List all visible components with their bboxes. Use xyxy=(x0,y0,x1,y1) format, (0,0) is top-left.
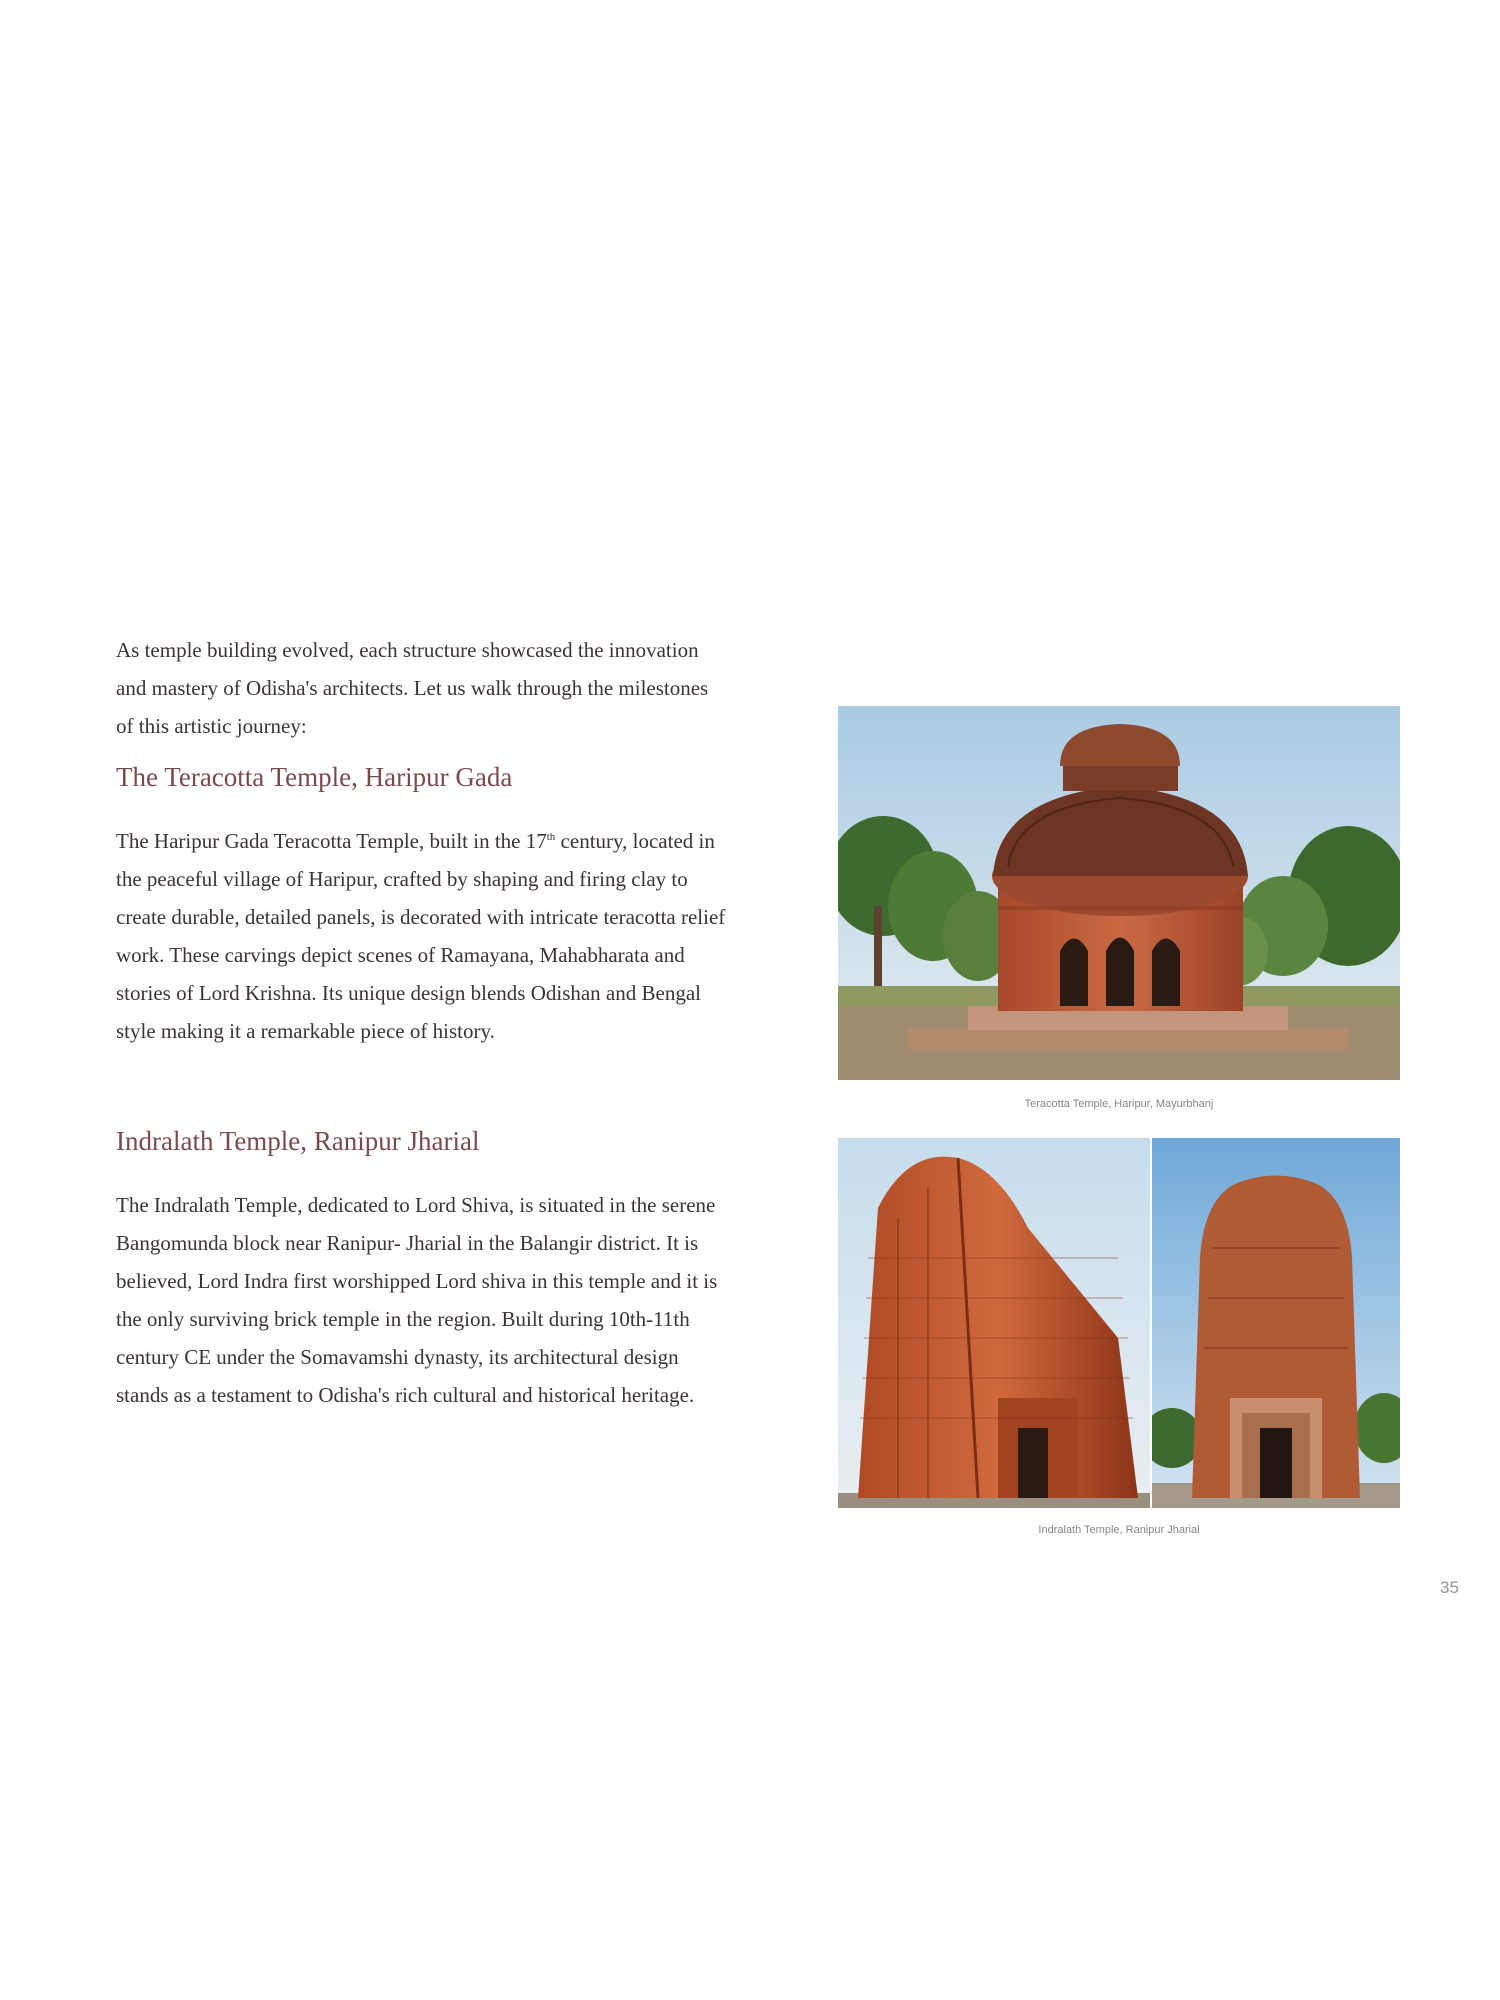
section-body-indralath: The Indralath Temple, dedicated to Lord Shiva, is situated in the serene Bangomunda block near Ranipur- Jharial in the Balangir district. It is believed, Lord Indra first worshipped Lord shiva in this temple and it is the only surviving brick temple in the region. Built during 10th-11th century CE under the Somavamshi dynasty, its architectural design stands as a testament to Odisha's rich cultural and historical heritage. xyxy=(116,1193,718,1407)
ordinal-superscript: th xyxy=(546,831,556,843)
indralath-temple-photo-left xyxy=(838,1138,1150,1508)
body-text-part: The Haripur Gada Teracotta Temple, built in the 17 xyxy=(116,829,547,853)
indralath-temple-photo-right xyxy=(1152,1138,1400,1508)
figure-caption-indralath: Indralath Temple, Ranipur Jharial xyxy=(1038,1524,1200,1536)
section-heading-teracotta: The Teracotta Temple, Haripur Gada xyxy=(116,762,513,792)
section-body-teracotta xyxy=(116,822,726,1050)
intro-paragraph: As temple building evolved, each structure showcased the innovation and mastery of Odisha's architects. Let us walk through the milestones of this artistic journey: xyxy=(116,638,709,738)
page-number: 35 xyxy=(1440,1578,1459,1597)
figure-caption-teracotta: Teracotta Temple, Haripur, Mayurbhanj xyxy=(1024,1098,1214,1110)
section-heading-indralath: Indralath Temple, Ranipur Jharial xyxy=(116,1126,480,1156)
teracotta-temple-photo xyxy=(838,706,1400,1080)
body-text-part: century, located in the peaceful village of Haripur, crafted by shaping and firing clay to create durable, detailed panels, is decorated with intricate teracotta relief work. These carvings depict scenes of Ramayana, Mahabharata and stories of Lord Krishna. Its unique design blends Odishan and Bengal style making it a remarkable piece of history. xyxy=(116,829,726,1043)
